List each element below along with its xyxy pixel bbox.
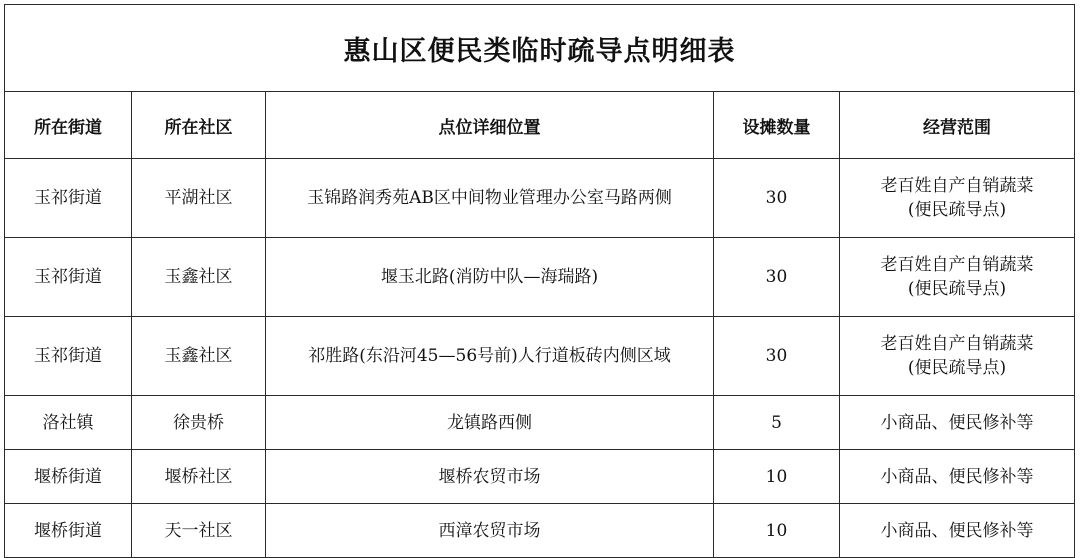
cell-street: 堰桥街道	[5, 504, 132, 558]
cell-stalls: 10	[714, 450, 840, 504]
cell-street: 堰桥街道	[5, 450, 132, 504]
cell-scope: 小商品、便民修补等	[840, 396, 1075, 450]
title-row	[5, 5, 1075, 92]
cell-location: 西漳农贸市场	[266, 504, 714, 558]
table-row	[5, 159, 1075, 238]
table-row	[5, 317, 1075, 396]
header-street: 所在街道	[5, 92, 132, 159]
cell-location: 堰桥农贸市场	[266, 450, 714, 504]
table-row	[5, 396, 1075, 450]
cell-street: 玉祁街道	[5, 159, 132, 238]
cell-scope	[840, 317, 1075, 396]
table-row	[5, 238, 1075, 317]
cell-location: 堰玉北路(消防中队—海瑞路)	[266, 238, 714, 317]
stall-table	[4, 4, 1075, 558]
table-title: 惠山区便民类临时疏导点明细表	[5, 5, 1075, 92]
cell-street: 玉祁街道	[5, 317, 132, 396]
header-scope: 经营范围	[840, 92, 1075, 159]
cell-scope	[840, 159, 1075, 238]
cell-stalls: 30	[714, 238, 840, 317]
cell-location: 祁胜路(东沿河45—56号前)人行道板砖内侧区域	[266, 317, 714, 396]
header-location: 点位详细位置	[266, 92, 714, 159]
scope-line-2: (便民疏导点)	[907, 200, 1007, 220]
cell-scope	[840, 238, 1075, 317]
scope-line-1: 老百姓自产自销蔬菜	[880, 176, 1034, 196]
header-community: 所在社区	[132, 92, 266, 159]
cell-stalls: 5	[714, 396, 840, 450]
cell-community: 堰桥社区	[132, 450, 266, 504]
cell-street: 洛社镇	[5, 396, 132, 450]
cell-stalls: 10	[714, 504, 840, 558]
cell-stalls: 30	[714, 317, 840, 396]
cell-scope: 小商品、便民修补等	[840, 450, 1075, 504]
header-stalls: 设摊数量	[714, 92, 840, 159]
header-row	[5, 92, 1075, 159]
scope-line-2: (便民疏导点)	[907, 279, 1007, 299]
scope-line-1: 老百姓自产自销蔬菜	[880, 255, 1034, 275]
scope-line-1: 老百姓自产自销蔬菜	[880, 334, 1034, 354]
cell-scope: 小商品、便民修补等	[840, 504, 1075, 558]
cell-street: 玉祁街道	[5, 238, 132, 317]
cell-location: 龙镇路西侧	[266, 396, 714, 450]
table-row	[5, 450, 1075, 504]
cell-stalls: 30	[714, 159, 840, 238]
cell-community: 玉鑫社区	[132, 238, 266, 317]
cell-community: 玉鑫社区	[132, 317, 266, 396]
cell-community: 徐贵桥	[132, 396, 266, 450]
scope-line-2: (便民疏导点)	[907, 358, 1007, 378]
cell-community: 天一社区	[132, 504, 266, 558]
cell-community: 平湖社区	[132, 159, 266, 238]
cell-location: 玉锦路润秀苑AB区中间物业管理办公室马路两侧	[266, 159, 714, 238]
table-row	[5, 504, 1075, 558]
